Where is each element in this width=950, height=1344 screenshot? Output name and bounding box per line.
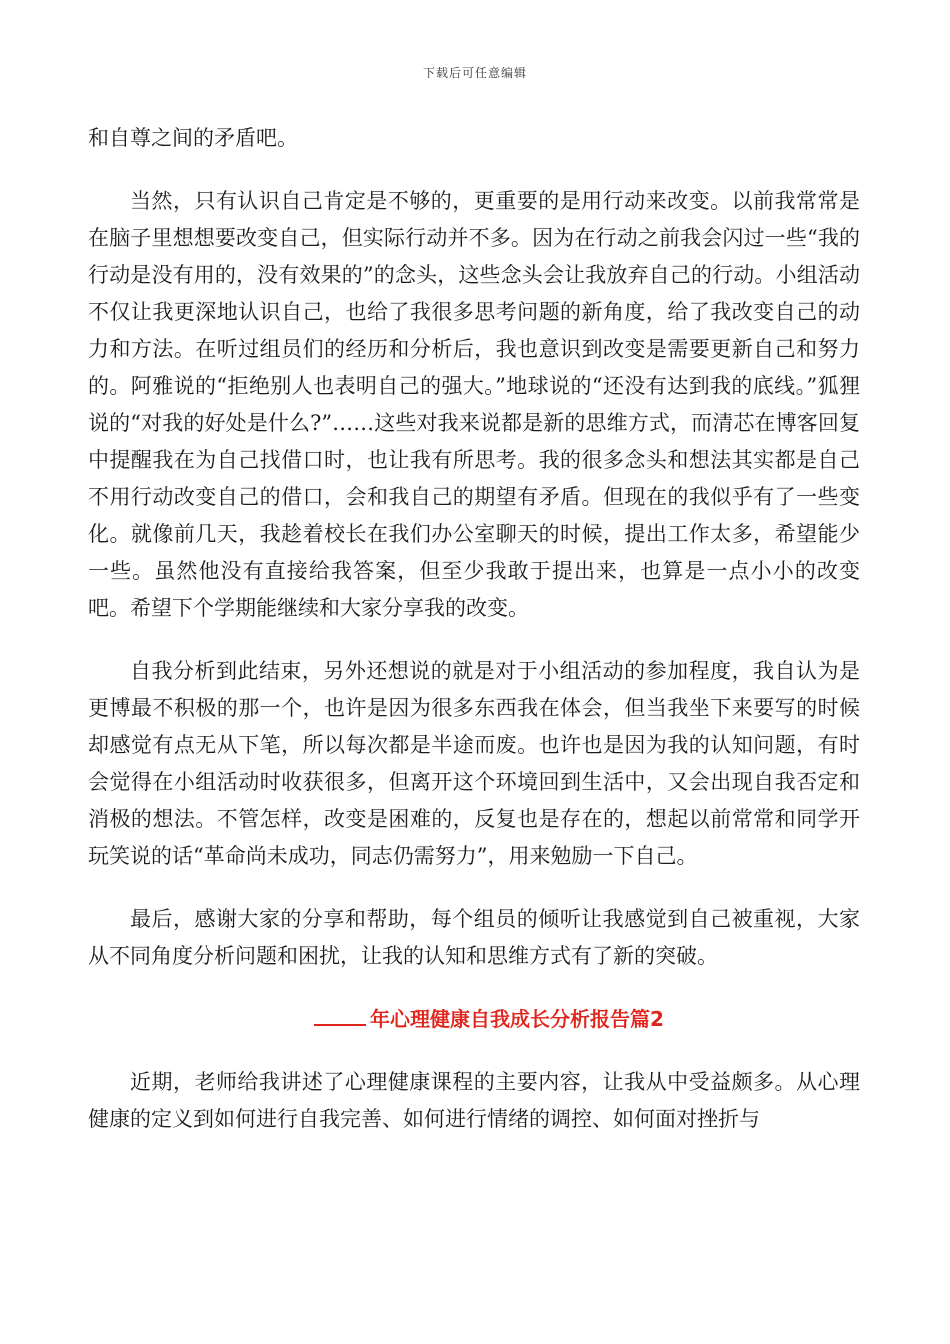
- section-heading-text: 年心理健康自我成长分析报告篇2: [370, 1007, 664, 1031]
- section-heading: [88, 1001, 860, 1038]
- paragraph-thanks: 最后，感谢大家的分享和帮助，每个组员的倾听让我感觉到自己被重视，大家从不同角度分析问题和困扰，让我的认知和思维方式有了新的突破。: [88, 907, 860, 968]
- document-body: [88, 120, 860, 1138]
- paragraph-gap: [88, 875, 860, 901]
- paragraph-gap: [88, 1038, 860, 1064]
- year-blank-underline: [314, 1004, 366, 1026]
- paragraph-gap: [88, 627, 860, 653]
- page-header: 下载后可任意编辑: [422, 66, 527, 80]
- paragraph-gap: [88, 157, 860, 183]
- paragraph-gap: [88, 975, 860, 1001]
- paragraph-continuation: 和自尊之间的矛盾吧。: [88, 126, 298, 150]
- paragraph-self-analysis-end: 自我分析到此结束，另外还想说的就是对于小组活动的参加程度，我自认为是更博最不积极的那一个，也许是因为很多东西我在体会，但当我坐下来要写的时候却感觉有点无从下笔，所以每次都是半途而废。也许也是因为我的认知问题，有时会觉得在小组活动时收获很多，但离开这个环境回到生活中，又会出现自我否定和消极的想法。不管怎样，改变是困难的，反复也是存在的，想起以前常常和同学开玩笑说的话“革命尚未成功，同志仍需努力”，用来勉励一下自己。: [88, 659, 860, 868]
- paragraph-recent: 近期，老师给我讲述了心理健康课程的主要内容，让我从中受益颇多。从心理健康的定义到如何进行自我完善、如何进行情绪的调控、如何面对挫折与: [88, 1070, 860, 1131]
- paragraph-action-change: 当然，只有认识自己肯定是不够的，更重要的是用行动来改变。以前我常常是在脑子里想想要改变自己，但实际行动并不多。因为在行动之前我会闪过一些“我的行动是没有用的，没有效果的”的念头，这些念头会让我放弃自己的行动。小组活动不仅让我更深地认识自己，也给了我很多思考问题的新角度，给了我改变自己的动力和方法。在听过组员们的经历和分析后，我也意识到改变是需要更新自己和努力的。阿雅说的“拒绝别人也表明自己的强大。”地球说的“还没有达到我的底线。”狐狸说的“对我的好处是什么?”……这些对我来说都是新的思维方式，而清芯在博客回复中提醒我在为自己找借口时，也让我有所思考。我的很多念头和想法其实都是自己不用行动改变自己的借口，会和我自己的期望有矛盾。但现在的我似乎有了一些变化。就像前几天，我趁着校长在我们办公室聊天的时候，提出工作太多，希望能少一些。虽然他没有直接给我答案，但至少我敢于提出来，也算是一点小小的改变吧。希望下个学期能继续和大家分享我的改变。: [88, 189, 860, 620]
